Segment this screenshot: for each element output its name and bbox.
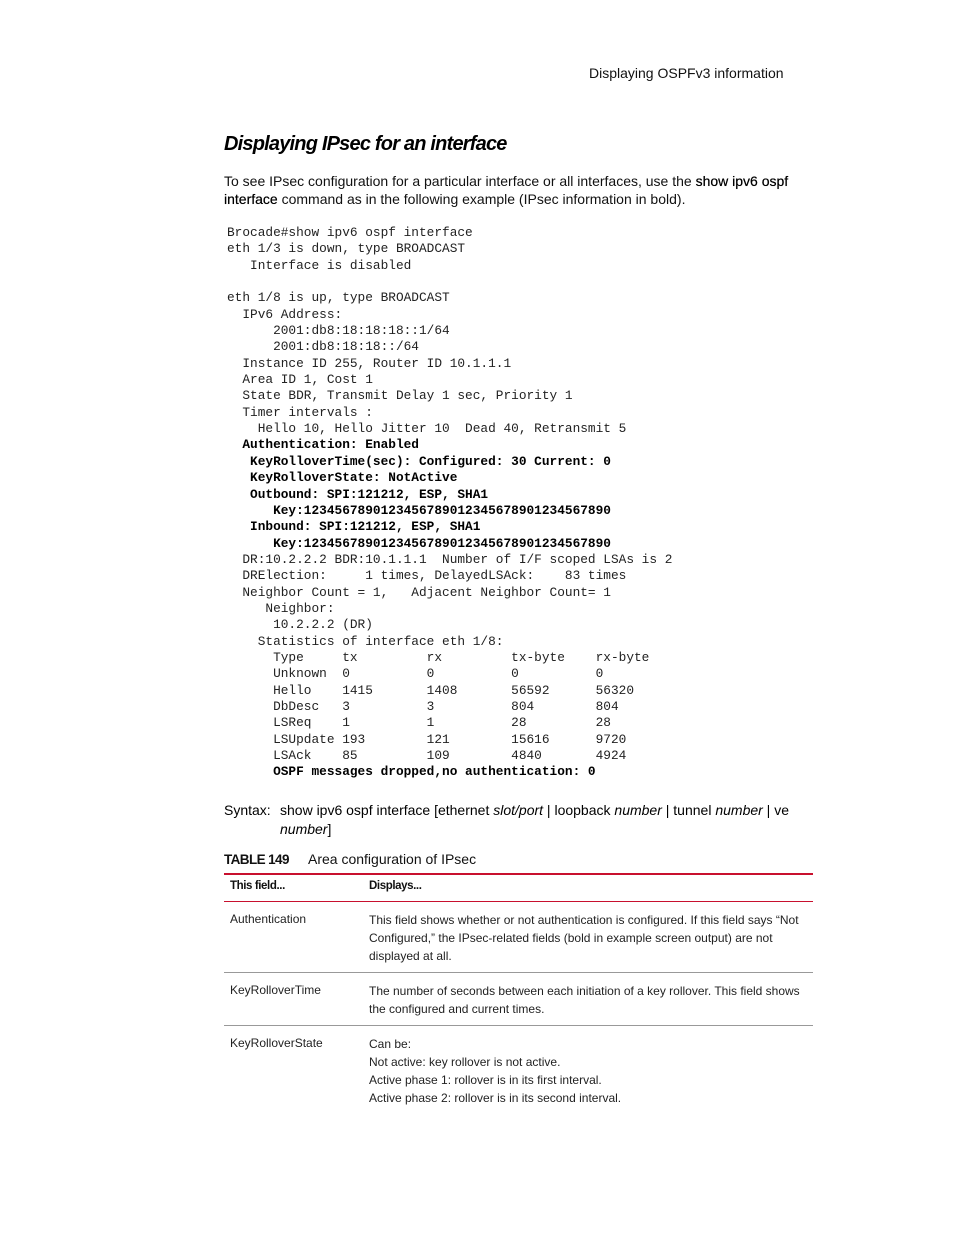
syntax-arg-number-3: number	[280, 821, 328, 837]
syntax-arg-slot-port: slot/port	[493, 802, 544, 818]
code-line: Instance ID 255, Router ID 10.1.1.1	[227, 355, 512, 371]
intro-command: show ipv6 ospf interface	[224, 173, 789, 207]
description-line: Active phase 1: rollover is in its first interval.	[369, 1073, 602, 1087]
code-line: LSReq 1 1 28 28	[227, 715, 611, 731]
code-line: DR:10.2.2.2 BDR:10.1.1.1 Number of I/F scoped LSAs is 2	[227, 551, 673, 567]
syntax-close-bracket: ]	[327, 821, 332, 837]
table-row	[224, 973, 813, 1026]
code-line: Area ID 1, Cost 1	[227, 372, 373, 388]
code-line: 2001:db8:18:18::/64	[227, 339, 419, 355]
syntax-command: show ipv6 ospf interface [ethernet	[280, 802, 494, 818]
code-line: Outbound: SPI:121212, ESP, SHA1	[227, 486, 489, 502]
code-blank-line	[227, 274, 672, 290]
syntax-sep-ve: | ve	[762, 802, 789, 818]
intro-text-after: command as in the following example (IPsec information in bold).	[277, 191, 686, 207]
syntax-continuation	[224, 820, 849, 839]
description-line: The number of seconds between each initiation of a key rollover. This field shows the configured and current times.	[369, 984, 800, 1016]
ipsec-fields-table	[224, 873, 813, 1114]
table-number: TABLE 149	[224, 852, 289, 867]
code-line: LSUpdate 193 121 15616 9720	[227, 731, 627, 747]
field-name-cell: Authentication	[224, 902, 363, 973]
table-row	[224, 902, 813, 973]
code-line: Type tx rx tx-byte rx-byte	[227, 649, 650, 665]
code-line: OSPF messages dropped,no authentication: 0	[227, 764, 596, 780]
code-line: 2001:db8:18:18:18::1/64	[227, 323, 450, 339]
code-line: Key:1234567890123456789012345678901234567890	[227, 535, 611, 551]
code-line: DbDesc 3 3 804 804	[227, 698, 619, 714]
field-description-cell	[363, 902, 813, 973]
syntax-label: Syntax:	[224, 802, 271, 818]
code-line: eth 1/8 is up, type BROADCAST	[227, 290, 450, 306]
code-line: Key:1234567890123456789012345678901234567890	[227, 502, 611, 518]
field-description-cell	[363, 973, 813, 1026]
syntax-sep-tunnel: | tunnel	[661, 802, 716, 818]
code-line: KeyRolloverTime(sec): Configured: 30 Current: 0	[227, 453, 611, 469]
cli-output-example	[227, 225, 672, 781]
field-name-cell: KeyRolloverState	[230, 1036, 323, 1050]
table-title: Area configuration of IPsec	[308, 851, 477, 867]
code-line: Neighbor Count = 1, Adjacent Neighbor Count= 1	[227, 584, 611, 600]
code-line: IPv6 Address:	[227, 306, 343, 322]
column-header-field: This field...	[224, 874, 363, 902]
column-header-displays: Displays...	[363, 874, 813, 902]
field-description-cell	[363, 1026, 813, 1115]
code-line: DRElection: 1 times, DelayedLSAck: 83 times	[227, 568, 627, 584]
code-line: Authentication: Enabled	[227, 437, 419, 453]
code-line: Hello 10, Hello Jitter 10 Dead 40, Retransmit 5	[227, 421, 627, 437]
section-title: Displaying IPsec for an interface	[224, 133, 507, 155]
code-line: eth 1/3 is down, type BROADCAST	[227, 241, 466, 257]
code-line: LSAck 85 109 4840 4924	[227, 748, 627, 763]
running-header: Displaying OSPFv3 information	[589, 65, 784, 81]
code-line: Timer intervals :	[227, 404, 373, 420]
intro-paragraph	[224, 172, 834, 208]
description-line: Active phase 2: rollover is in its second interval.	[369, 1091, 622, 1105]
table-row	[224, 1026, 813, 1115]
description-line: Not active: key rollover is not active.	[369, 1055, 561, 1069]
syntax-block	[224, 801, 849, 839]
code-line: Neighbor:	[227, 600, 335, 616]
code-line: Hello 1415 1408 56592 56320	[227, 682, 635, 698]
code-line: Interface is disabled	[227, 257, 412, 273]
code-line: Brocade#show ipv6 ospf interface	[227, 225, 473, 240]
code-line: KeyRolloverState: NotActive	[227, 470, 458, 486]
description-line: This field shows whether or not authentication is configured. If this field says “Not Configured,” the IPsec-related fields (bold in example screen output) are not displayed at all.	[369, 913, 799, 963]
syntax-arg-number-2: number	[715, 802, 763, 818]
table-header-row	[224, 874, 813, 902]
code-line: Statistics of interface eth 1/8:	[227, 633, 504, 649]
code-line: Unknown 0 0 0 0	[227, 666, 604, 682]
code-line: 10.2.2.2 (DR)	[227, 617, 373, 633]
syntax-arg-number-1: number	[614, 802, 662, 818]
code-line: State BDR, Transmit Delay 1 sec, Priority 1	[227, 388, 573, 404]
description-line: Can be:	[369, 1037, 412, 1051]
syntax-sep-loopback: | loopback	[543, 802, 615, 818]
table-caption	[224, 851, 476, 867]
code-line: Inbound: SPI:121212, ESP, SHA1	[227, 519, 481, 535]
field-name-cell: KeyRolloverTime	[224, 973, 363, 1026]
intro-text-before: To see IPsec configuration for a particular interface or all interfaces, use the	[224, 173, 696, 189]
